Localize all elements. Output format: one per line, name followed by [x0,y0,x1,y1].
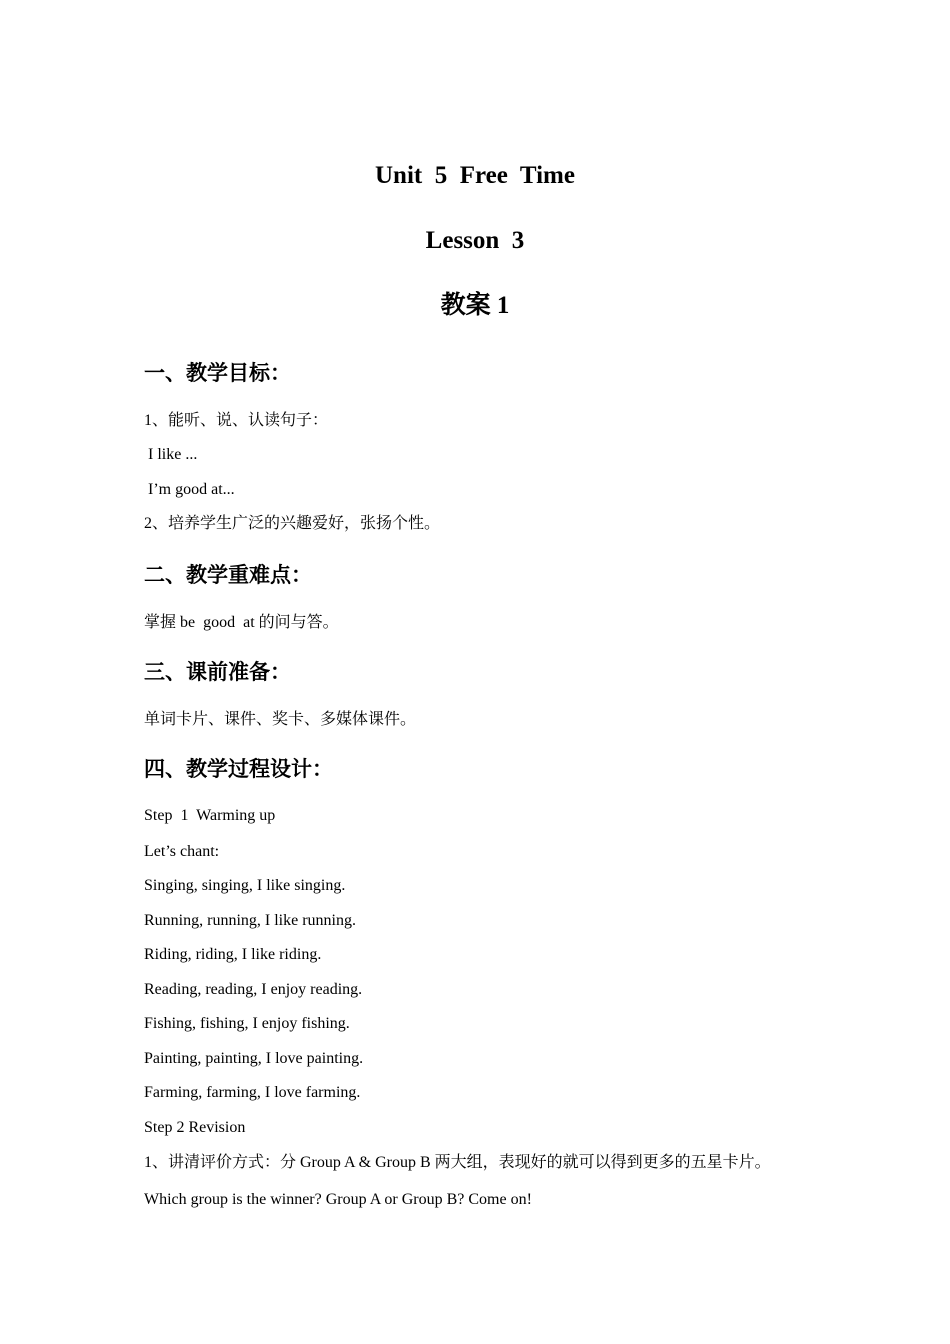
process-line: Let’s chant: [144,843,220,860]
objective-line: 1、能听、说、认读句子： [144,412,329,429]
process-line: Which group is the winner? Group A or Group B? Come on! [144,1191,532,1208]
process-line: Fishing, fishing, I enjoy fishing. [144,1015,350,1032]
section-key-points-heading: 二、教学重难点： [144,563,312,587]
process-line: Running, running, I like running. [144,912,356,929]
process-line: Riding, riding, I like riding. [144,946,322,963]
process-line: Reading, reading, I enjoy reading. [144,981,363,998]
process-line: Step 2 Revision [144,1119,246,1136]
section-process-heading: 四、教学过程设计： [144,757,333,781]
process-line: Farming, farming, I love farming. [144,1084,361,1101]
key-point-line: 掌握 be good at 的问与答。 [144,614,339,631]
objective-line: 2、培养学生广泛的兴趣爱好，张扬个性。 [144,515,441,532]
lesson-title: Lesson 3 [425,227,525,254]
unit-title: Unit 5 Free Time [375,162,575,189]
process-line: 1、讲清评价方式：分 Group A & Group B 两大组，表现好的就可以得到更多的五星卡片。 [144,1154,771,1171]
process-line: Painting, painting, I love painting. [144,1050,364,1067]
process-line: Step 1 Warming up [144,807,276,824]
section-preparation-heading: 三、课前准备： [144,660,291,684]
process-line: Singing, singing, I like singing. [144,877,346,894]
section-objectives-heading: 一、教学目标： [144,361,291,385]
lesson-plan-title: 教案 1 [440,292,510,319]
objective-line: I’m good at... [144,481,235,498]
preparation-line: 单词卡片、课件、奖卡、多媒体课件。 [144,711,417,728]
objective-line: I like ... [144,446,198,463]
